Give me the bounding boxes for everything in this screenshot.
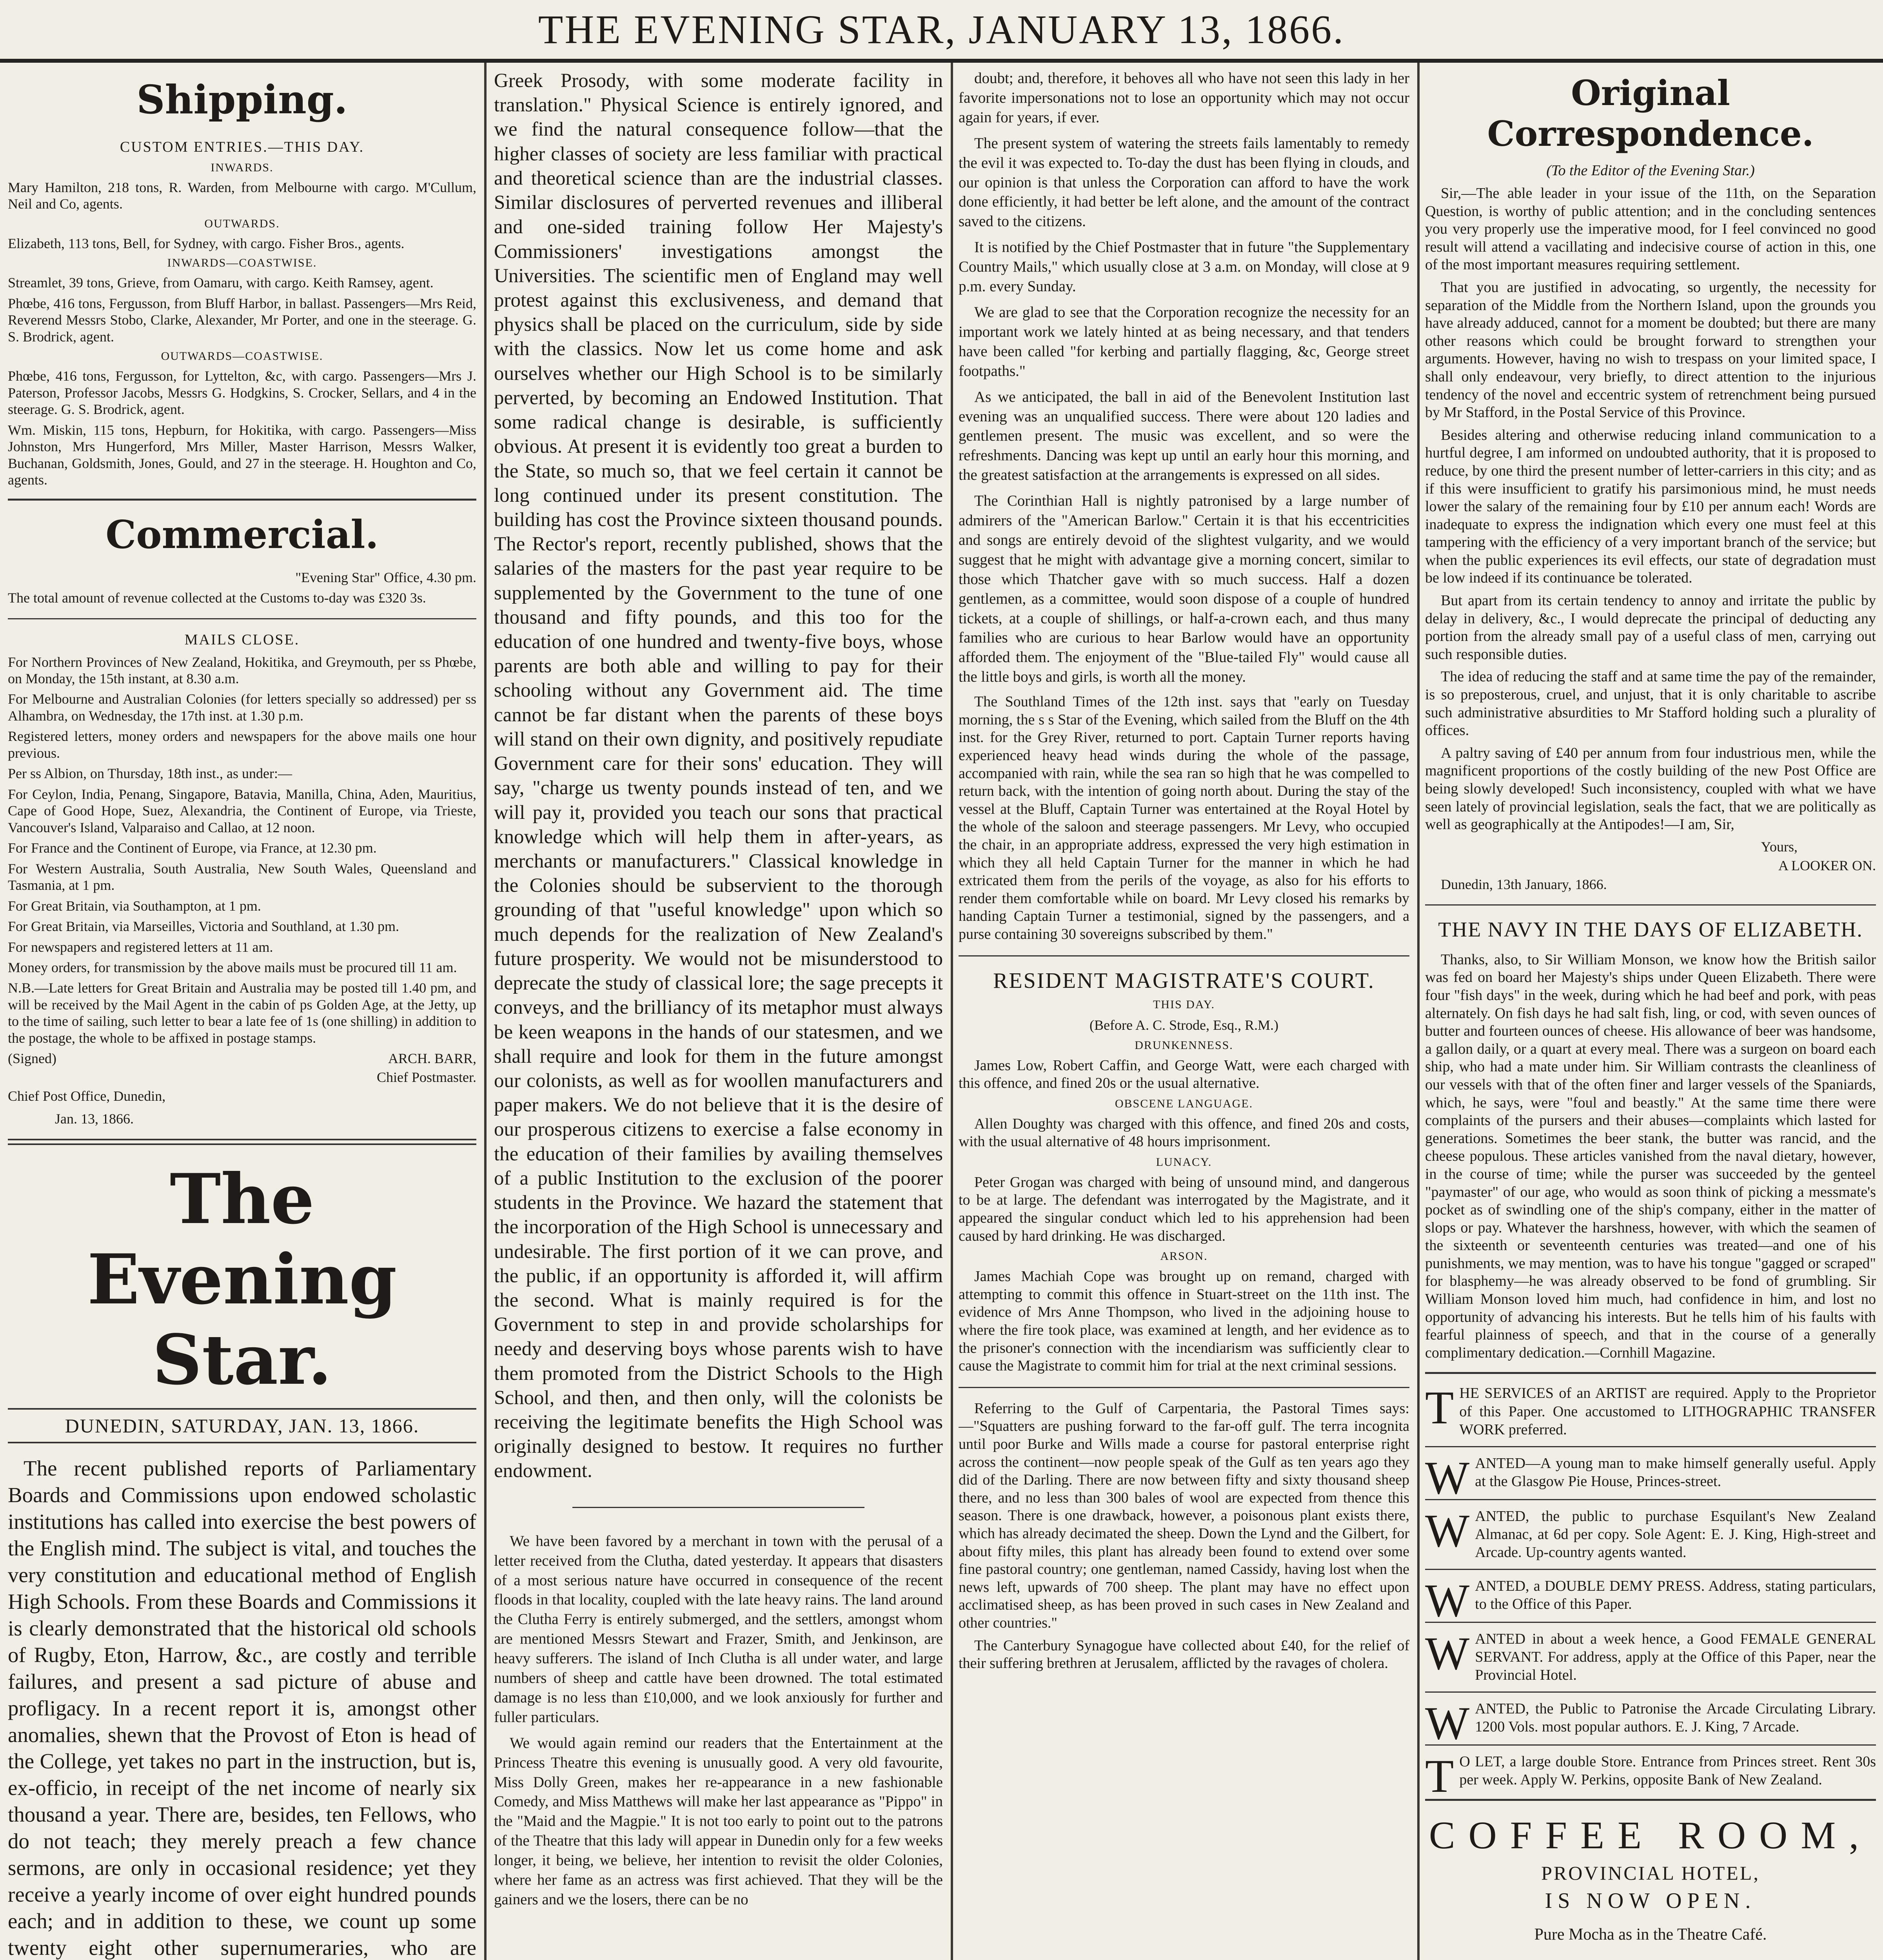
carpentaria-paragraph: Referring to the Gulf of Carpentaria, the Pastoral Times says:—"Squatters are pushing forward to the far-off gulf. The terra incognita until poor Burke and Wills made a course for pastoral enterprise right across the continent—now people speak of the Gulf as ten years ago they did of the Darling. There are now between fifty and sixty thousand sheep there, and no less than 300 bales of wool are expected from thence this season. There is one drawback, however, a poisonous plant exists there, which has already decimated the sheep. Down the Lynd and the Gilbert, for about fifty miles, this plant has already been found to extend over some fine pastoral country; one gentleman, named Cassidy, having lost when the news left, upwards of 700 sheep. The plant may have no effect upon acclimatised sheep, as has been proved in such cases in New Zealand and other countries." <box>959 1400 1409 1631</box>
outwards-coastwise-label: OUTWARDS—COASTWISE. <box>161 350 323 363</box>
mails-item: For Northern Provinces of New Zealand, Hokitika, and Greymouth, per ss Phœbe, on Monday, the 15th instant, at 8.30 a.m. <box>8 654 476 686</box>
masthead-title: THE EVENING STAR, JANUARY 13, 1866. <box>538 7 1345 52</box>
advertisement-text: ANTED, a DOUBLE DEMY PRESS. Address, stating particulars, to the Office of this Paper. <box>1475 1577 1876 1612</box>
mails-item: For France and the Continent of Europe, via France, at 12.30 pm. <box>8 840 377 856</box>
column-3 <box>959 69 1409 1960</box>
divider <box>1425 1569 1876 1570</box>
mails-item: For Great Britain, via Marseilles, Victoria and Southland, at 1.30 pm. <box>8 918 399 935</box>
synagogue-paragraph: The Canterbury Synagogue have collected about £40, for the relief of their suffering brethren at Jerusalem, afflicted by the ravages of cholera. <box>959 1637 1409 1672</box>
navy-title: THE NAVY IN THE DAYS OF ELIZABETH. <box>1438 917 1863 941</box>
leader-continued: Greek Prosody, with some moderate facility in translation." Physical Science is entirely ignored, and we find the natural consequence follow—that the higher classes of society are less familiar with practical and theoretical science than are the industrial classes. Similar disclosures of perverted revenues and illiberal and one-sided training follow Her Majesty's Commissioners' investigations amongst the Universities. The scientific men of England may well protest against this exclusiveness, and demand that physics shall be placed on the curriculum, side by side with the classics. Now let us come home and ask ourselves whether our High School is to be similarly perverted, by becoming an Endowed Institution. That some radical change is desirable, is sufficiently obvious. At present it is evidently too great a burden to the State, so much so, that we feel certain it cannot be long continued under its present constitution. The building has cost the Province sixteen thousand pounds. The Rector's report, recently published, shows that the salaries of the masters for the past year require to be supplemented by the Government to the tune of one thousand and fifty pounds, and this too for the education of one hundred and twenty-five boys, whose parents are both able and willing to pay for their schooling without any Government aid. The time cannot be far distant when the parents of these boys will stand on their own dignity, and positively repudiate Government care for their sons' education. They will say, "charge us twenty pounds instead of ten, and we will pay it, provided you teach our sons that practical knowledge which will help them in after-years, as merchants or manufacturers." Classical knowledge in the Colonies should be subservient to the thorough grounding of that "useful knowledge" upon which so much depends for the realization of New Zealand's future prosperity. We would not be misunderstood to deprecate the study of classical lore; the sage precepts it conveys, and the brilliancy of its metaphor must always be keen weapons in the hands of our statesmen, and we shall require and look for them in the future amongst our colonists, as well as for woollen manufacturers and paper makers. We do not believe that it is the desire of our prosperous citizens to exercise a false economy in the education of their families by availing themselves of a public Institution to the exclusion of the poorer students in the Province. We hazard the statement that the incorporation of the High School is unnecessary and undesirable. The first portion of it we can prove, and the public, if an opportunity is afforded it, will affirm the second. What is mainly required is for the Government to step in and provide scholarships for needy and deserving boys whose parents wish to have them promoted from the District Schools to the High School, and then, and then only, will the colonists be receiving the legitimate benefits the High School was originally designed to bestow. It requires no further endowment. <box>494 70 943 1482</box>
letter-signer: A LOOKER ON. <box>1778 857 1876 873</box>
drop-cap: W <box>1425 1574 1470 1626</box>
mails-item: For Great Britain, via Southampton, at 1 pm. <box>8 898 261 914</box>
inwards-coastwise-label: INWARDS—COASTWISE. <box>167 256 317 270</box>
outwards-coastwise-1: Phœbe, 416 tons, Fergusson, for Lyttelton, &c, with cargo. Passengers—Mrs J. Paterson, Professor Jacobs, Messrs G. Hodgkins, S. Crocker, Sellars, and 4 in the steerage. G. S. Brodrick, agent. <box>8 368 476 417</box>
advertisement <box>1425 1451 1876 1504</box>
masthead <box>0 0 1883 63</box>
news-paragraph: The present system of watering the streets fails lamentably to remedy the evil it was expected to. To-day the dust has been flying in clouds, and our opinion is that unless the Corporation can afford to have the work done efficiently, it had better be left alone, and the amount of the contract saved to the citizens. <box>959 134 1409 230</box>
letter-paragraph: But apart from its certain tendency to annoy and irritate the public by delay in delivery, &c., I would deprecate the principal of deducting any portion from the already small pay of a useful class of men, carrying out such responsible duties. <box>1425 592 1876 662</box>
editor-line: (To the Editor of the Evening Star.) <box>1546 162 1755 179</box>
drop-cap: W <box>1425 1451 1470 1504</box>
column-2 <box>494 69 943 1960</box>
news-paragraph: We are glad to see that the Corporation recognize the necessity for an important work we lately hinted at as being necessary, and that tenders have been called "for kerbing and partially flagging, &c, George street footpaths." <box>959 303 1409 379</box>
mails-item: For Melbourne and Australian Colonies (for letters specially so addressed) per ss Alhambra, on Wednesday, the 17th inst. at 1.30 p.m. <box>8 691 476 724</box>
navy-paragraph: Thanks, also, to Sir William Monson, we know how the British sailor was fed on board her Majesty's ships under Queen Elizabeth. There were four "fish days" in the week, during which he had beef and pork, with peas alternately. On fish days he had salt fish, ling, or cod, with seven ounces of butter and fourteen ounces of cheese. His allowance of beer was handsome, a gallon daily, or a quart at every meal. There was a surgeon on board each ship, who had a mate under him. Sir William contrasts the cleanliness of our vessels with that of the often finer and larger vessels of the Spaniards, which, he says, were "foul and beastly." At the same time there were complaints of the pursers and their abuses—complaints which lasted for generations. Sometimes the beer stank, the butter was rancid, and the cheese populous. These articles vanished from the naval dietary, however, in the course of time; while the purser was succeeded by the genteel "paymaster" of our age, who would as soon think of picking a messmate's pocket as of swindling one of the ship's company, either in the matter of slops or pay. Whatever the harshness, however, with which the seamen of the sixteenth or seventeenth centuries was treated—and one of his punishments, we may mention, was to have his tongue "gagged or scraped" for blasphemy—he was already observed to be fond of grumbling. Sir William Monson loved him much, had confidence in him, and lost no opportunity of advancing his interests. But he tells him of his faults with fearful plainness of speech, and that in the course of a generally complimentary dedication.—Cornhill Magazine. <box>1425 951 1876 1361</box>
advertisement <box>1425 1381 1876 1439</box>
court-day: THIS DAY. <box>1153 998 1215 1011</box>
southland-paragraph: The Southland Times of the 12th inst. says that "early on Tuesday morning, the s s Star of the Evening, which sailed from the Bluff on the 4th inst. for the Grey River, returned to port. Captain Turner reports having experienced heavy head winds during the whole of the passage, accompanied with rain, while the sea ran so high that he was compelled to return back, with the intention of going north about. During the stay of the vessel at the Bluff, Captain Turner was entertained at the Royal Hotel by the whole of the saloon and steerage passengers. Mr Levy, who occupied the chair, in an appropriate address, expressed the very high estimation in which they all held Captain Turner for the manner in which he had extricated them from the perils of the voyage, as also for his efforts to render them comfortable while on board. Mr Levy closed his remarks by handing Captain Turner a testimonial, signed by the passengers, and a purse containing 30 sovereigns subscribed by them." <box>959 693 1409 942</box>
letter-yours: Yours, <box>1761 838 1798 855</box>
news-paragraph: The Corinthian Hall is nightly patronised by a large number of admirers of the "American Barlow." Certain it is that his eccentricities and songs are entirely devoid of the slightest vulgarity, and we would suggest that he might with advantage give a morning concert, similar to those which Thatcher gave with so much success. Half a dozen gentlemen, as a committee, would soon dispose of a couple of hundred tickets, at a couple of shillings, or half-a-crown each, and thus many families who are curious to hear Barlow would have an opportunity afforded them. The enjoyment of the "Blue-tailed Fly" would cause all the little boys and girls, is worth all the money. <box>959 492 1409 686</box>
customs-title: CUSTOM ENTRIES.—THIS DAY. <box>120 139 365 155</box>
mails-item: Per ss Albion, on Thursday, 18th inst., as under:— <box>8 766 292 782</box>
mails-item: Money orders, for transmission by the above mails must be procured till 11 am. <box>8 960 457 975</box>
advertisement <box>1425 1749 1876 1802</box>
divider <box>1425 1622 1876 1623</box>
drop-cap: W <box>1425 1504 1470 1557</box>
drop-cap: T <box>1425 1749 1454 1802</box>
advertisement <box>1425 1504 1876 1562</box>
advertisement-text: ANTED, the public to purchase Esquilant's New Zealand Almanac, at 6d per copy. Sole Agent: E. J. King, High-street and Arcade. Up-country agents wanted. <box>1475 1508 1876 1561</box>
divider <box>959 955 1409 956</box>
news-paragraph: We would again remind our readers that the Entertainment at the Princess Theatre this evening is unusually good. A very old favourite, Miss Dolly Green, makes her re-appearance in a new fashionable Comedy, and Miss Matthews will make her last appearance as "Pippo" in the "Maid and the Magpie." It is not too early to point out to the patrons of the Theatre that this lady will appear in Dunedin only for a few weeks longer, it being, we believe, her intention to revisit the older Colonies, where her fame as an actress was first achieved. That they will be the gainers and we the losers, there can be no <box>494 1734 943 1908</box>
coffee-room-title: COFFEE ROOM, <box>1429 1813 1872 1857</box>
commercial-office: "Evening Star" Office, 4.30 pm. <box>295 569 476 585</box>
coffee-room-footer: Pure Mocha as in the Theatre Café. <box>1534 1926 1767 1944</box>
court-case: James Low, Robert Caffin, and George Watt, were each charged with this offence, and fined 20s or the usual alternative. <box>959 1057 1409 1092</box>
advertisement <box>1425 1574 1876 1626</box>
column-4 <box>1425 69 1876 1960</box>
court-case: James Machiah Cope was brought up on remand, charged with attempting to commit this offence in Stuart-street on the 11th inst. The evidence of Mrs Anne Thompson, who lived in the adjoining house to where the fire took place, was examined at length, and her evidence as to the prisoner's connection with the incendiarism was sufficiently clear to cause the Magistrate to commit him for trial at the next criminal sessions. <box>959 1268 1409 1374</box>
divider <box>1425 904 1876 906</box>
court-title: RESIDENT MAGISTRATE'S COURT. <box>993 968 1375 993</box>
coffee-room-hotel: PROVINCIAL HOTEL, <box>1541 1862 1760 1884</box>
advertisement-text: ANTED in about a week hence, a Good FEMALE GENERAL SERVANT. For address, apply at the Office of this Paper, near the Provincial Hotel. <box>1475 1630 1876 1684</box>
letter-paragraph: Besides altering and otherwise reducing inland communication to a hurtful degree, I am informed on undoubted authority, that it is proposed to reduce, by one third the present number of letter-carriers in this city; and as if this were insufficient to gratify his parsimonious mind, he must needs lower the salary of the remaining four by £10 per annum each! Words are inadequate to express the indignation which every one must feel at this tampering with the efficiency of a very important branch of the service; but when the public experiences its evil effects, our state of degradation must be low indeed if its continuance be tolerated. <box>1425 426 1876 586</box>
signature-row <box>8 1050 476 1067</box>
mails-item: For newspapers and registered letters at 11 am. <box>8 939 273 955</box>
court-heading-arson: ARSON. <box>1160 1250 1208 1263</box>
drop-cap: W <box>1425 1697 1470 1749</box>
outwards-text: Elizabeth, 113 tons, Bell, for Sydney, with cargo. Fisher Bros., agents. <box>8 235 405 251</box>
news-paragraph: We have been favored by a merchant in town with the perusal of a letter received from the Clutha, dated yesterday. It appears that disasters of a most serious nature have occurred in consequence of the recent floods in that locality, coupled with the late heavy rains. The land around the Clutha Ferry is entirely submerged, and the settlers, amongst whom are mentioned Messrs Stewart and Frazer, Smith, and Jenkinson, are heavy sufferers. The island of Inch Clutha is all under water, and large numbers of sheep and cattle have been drowned. The total estimated damage is no less than £10,000, and we look anxiously for further and fuller particulars. <box>494 1532 943 1726</box>
court-heading-drunkenness: DRUNKENNESS. <box>1135 1038 1233 1052</box>
letter-paragraph: Sir,—The able leader in your issue of the 11th, on the Separation Question, is worthy of public attention; and in the concluding sentences you very properly use the imperative mood, for I feel convinced no good result will attend a vacillating and indecisive course of action in this, one of the most important measures requiring settlement. <box>1425 185 1876 273</box>
advertisement-text: O LET, a large double Store. Entrance from Princes street. Rent 30s per week. Apply W. Perkins, opposite Bank of New Zealand. <box>1459 1753 1876 1788</box>
outwards-label: OUTWARDS. <box>204 217 280 230</box>
inwards-coastwise-1: Streamlet, 39 tons, Grieve, from Oamaru, with cargo. Keith Ramsey, agent. <box>8 275 434 291</box>
signer-title: Chief Postmaster. <box>377 1069 476 1085</box>
divider <box>1425 1372 1876 1374</box>
column-rule <box>1417 63 1420 1960</box>
divider <box>959 1387 1409 1388</box>
news-paragraph: As we anticipated, the ball in aid of the Benevolent Institution last evening was an unqualified success. There were about 120 ladies and gentlemen present. The music was excellent, and so were the refreshments. Dancing was kept up until an early hour this morning, and the greatest satisfaction at the arrangements is expressed on all sides. <box>959 388 1409 484</box>
dateline: DUNEDIN, SATURDAY, JAN. 13, 1866. <box>8 1408 476 1443</box>
advertisement-text: HE SERVICES of an ARTIST are required. Apply to the Proprietor of this Paper. One accustomed to LITHOGRAPHIC TRANSFER WORK preferred. <box>1459 1385 1876 1438</box>
signed-label: (Signed) <box>8 1051 56 1067</box>
divider <box>1425 1446 1876 1447</box>
letter-paragraph: That you are justified in advocating, so urgently, the necessity for separation of the Middle from the Northern Island, upon the grounds you have already adduced, cannot for a moment be doubted; but there are many other reasons which could be brought forward to strengthen your arguments. However, having no wish to trespass on your limited space, I shall only endeavour, very briefly, to direct attention to the injurious tendency of the novel and eccentric system of retrenchment being pursued by Mr Stafford, in the Postal Service of this Province. <box>1425 279 1876 421</box>
signer-name: ARCH. BARR, <box>388 1051 476 1067</box>
inwards-coastwise-2: Phœbe, 416 tons, Fergusson, from Bluff Harbor, in ballast. Passengers—Mrs Reid, Reverend Messrs Stobo, Clarke, Alexander, Mr Porter, and one in the steerage. G. S. Brodrick, agent. <box>8 295 476 345</box>
mails-item: Registered letters, money orders and newspapers for the above mails one hour previous. <box>8 728 476 761</box>
divider <box>1425 1691 1876 1693</box>
correspondence-title: Original Correspondence. <box>1487 73 1814 154</box>
post-office: Chief Post Office, Dunedin, <box>8 1088 166 1104</box>
court-before: (Before A. C. Strode, Esq., R.M.) <box>1089 1017 1278 1033</box>
mails-title: MAILS CLOSE. <box>184 631 300 648</box>
mails-item: For Western Australia, South Australia, New South Wales, Queensland and Tasmania, at 1 pm. <box>8 860 476 893</box>
drop-cap: W <box>1425 1627 1470 1679</box>
news-paragraph: It is notified by the Chief Postmaster that in future "the Supplementary Country Mails," which usually close at 3 a.m. on Monday, will close at 9 p.m. every Sunday. <box>959 239 1409 295</box>
paper-title: The Evening Star. <box>87 1159 397 1401</box>
news-paragraph: doubt; and, therefore, it behoves all who have not seen this lady in her favorite impersonations not to lose an opportunity which may not occur again for years, if ever. <box>959 70 1409 126</box>
letter-paragraph: The idea of reducing the staff and at same time the pay of the remainder, is so preposterous, cruel, and unjust, that it is only charitable to ascribe such administrative absurdities to Mr Stafford holding such a plurality of offices. <box>1425 668 1876 739</box>
leader-paragraph: The recent published reports of Parliamentary Boards and Commissions upon endowed scholastic institutions has called into exercise the best powers of the English mind. The subject is vital, and touches the very constitution and educational method of English High Schools. From these Boards and Commissions it is clearly demonstrated that the historical old schools of Rugby, Eton, Harrow, &c., are costly and terrible failures, and present a sad picture of abuse and profligacy. In a recent report it is, amongst other anomalies, shewn that the Provost of Eton is head of the College, yet takes no part in the instruction, but is, ex-officio, in receipt of the net income of nearly six thousand a year. There are, besides, ten Fellows, who do not teach; they merely preach a few chance sermons, are only in occasional residence; yet they receive a yearly income of over eight hundred pounds each; and in addition to these, we count up some twenty eight other supernumeraries, who are <box>8 1456 476 1960</box>
inwards-label: INWARDS. <box>211 161 274 174</box>
column-rule <box>951 63 953 1960</box>
letter-paragraph: A paltry saving of £40 per annum from four industrious men, while the magnificent proportions of the costly building of the new Post Office are being slowly developed! Such inconsistency, coupled with what we have seen lately of provincial legislation, seals the fact, that we are politically as well as geographically at the Antipodes!—I am, Sir, <box>1425 744 1876 833</box>
column-1 <box>8 69 476 1960</box>
advertisement <box>1425 1697 1876 1749</box>
advertisement-text: ANTED, the Public to Patronise the Arcade Circulating Library. 1200 Vols. most popular authors. E. J. King, 7 Arcade. <box>1475 1700 1876 1735</box>
coffee-room-open: IS NOW OPEN. <box>1545 1889 1756 1913</box>
post-office-date: Jan. 13, 1866. <box>55 1111 134 1127</box>
court-heading-lunacy: LUNACY. <box>1156 1155 1212 1169</box>
mails-item: N.B.—Late letters for Great Britain and Australia may be posted till 1.40 pm, and will be received by the Mail Agent in the cabin of ps Golden Age, at the Jetty, up to the time of sailing, such letter to bear a late fee of 1s (one shilling) in addition to the postage, the whole to be affixed in postage stamps. <box>8 980 476 1046</box>
letter-date: Dunedin, 13th January, 1866. <box>1441 876 1607 892</box>
advertisement-text: ANTED—A young man to make himself generally useful. Apply at the Glasgow Pie House, Princes-street. <box>1475 1455 1876 1490</box>
advertisement <box>1425 1627 1876 1684</box>
divider <box>8 499 476 501</box>
divider <box>572 1507 864 1508</box>
column-rule <box>484 63 487 1960</box>
divider <box>1425 1799 1876 1801</box>
divider <box>8 1139 476 1145</box>
divider <box>1425 1744 1876 1746</box>
outwards-coastwise-2: Wm. Miskin, 115 tons, Hepburn, for Hokitika, with cargo. Passengers—Miss Johnston, Mrs Hungerford, Mrs Miller, Master Harrison, Messrs Walker, Buchanan, Goldsmith, Jones, Gould, and 27 in the steerage. H. Houghton and Co, agents. <box>8 422 476 488</box>
mails-item: For Ceylon, India, Penang, Singapore, Batavia, Manilla, China, Aden, Mauritius, Cape of Good Hope, Suez, Alexandria, the Continent of Europe, via Trieste, Vancouver's Island, Valparaiso and Callao, at 12 noon. <box>8 786 476 835</box>
court-case: Peter Grogan was charged with being of unsound mind, and dangerous to be at large. The defendant was interrogated by the Magistrate, and it appeared the singular conduct which led to his apprehension had been caused by hard drinking. He was discharged. <box>959 1174 1409 1244</box>
commercial-title: Commercial. <box>105 512 379 557</box>
commercial-revenue: The total amount of revenue collected at the Customs to-day was £320 3s. <box>8 590 426 606</box>
court-case: Allen Doughty was charged with this offence, and fined 20s and costs, with the usual alternative of 48 hours imprisonment. <box>959 1115 1409 1150</box>
divider <box>1425 1499 1876 1500</box>
court-heading-obscene: OBSCENE LANGUAGE. <box>1115 1097 1253 1110</box>
shipping-title: Shipping. <box>136 76 348 123</box>
divider <box>8 618 476 619</box>
drop-cap: T <box>1425 1381 1454 1434</box>
inwards-text: Mary Hamilton, 218 tons, R. Warden, from Melbourne with cargo. M'Cullum, Neil and Co, agents. <box>8 180 476 212</box>
